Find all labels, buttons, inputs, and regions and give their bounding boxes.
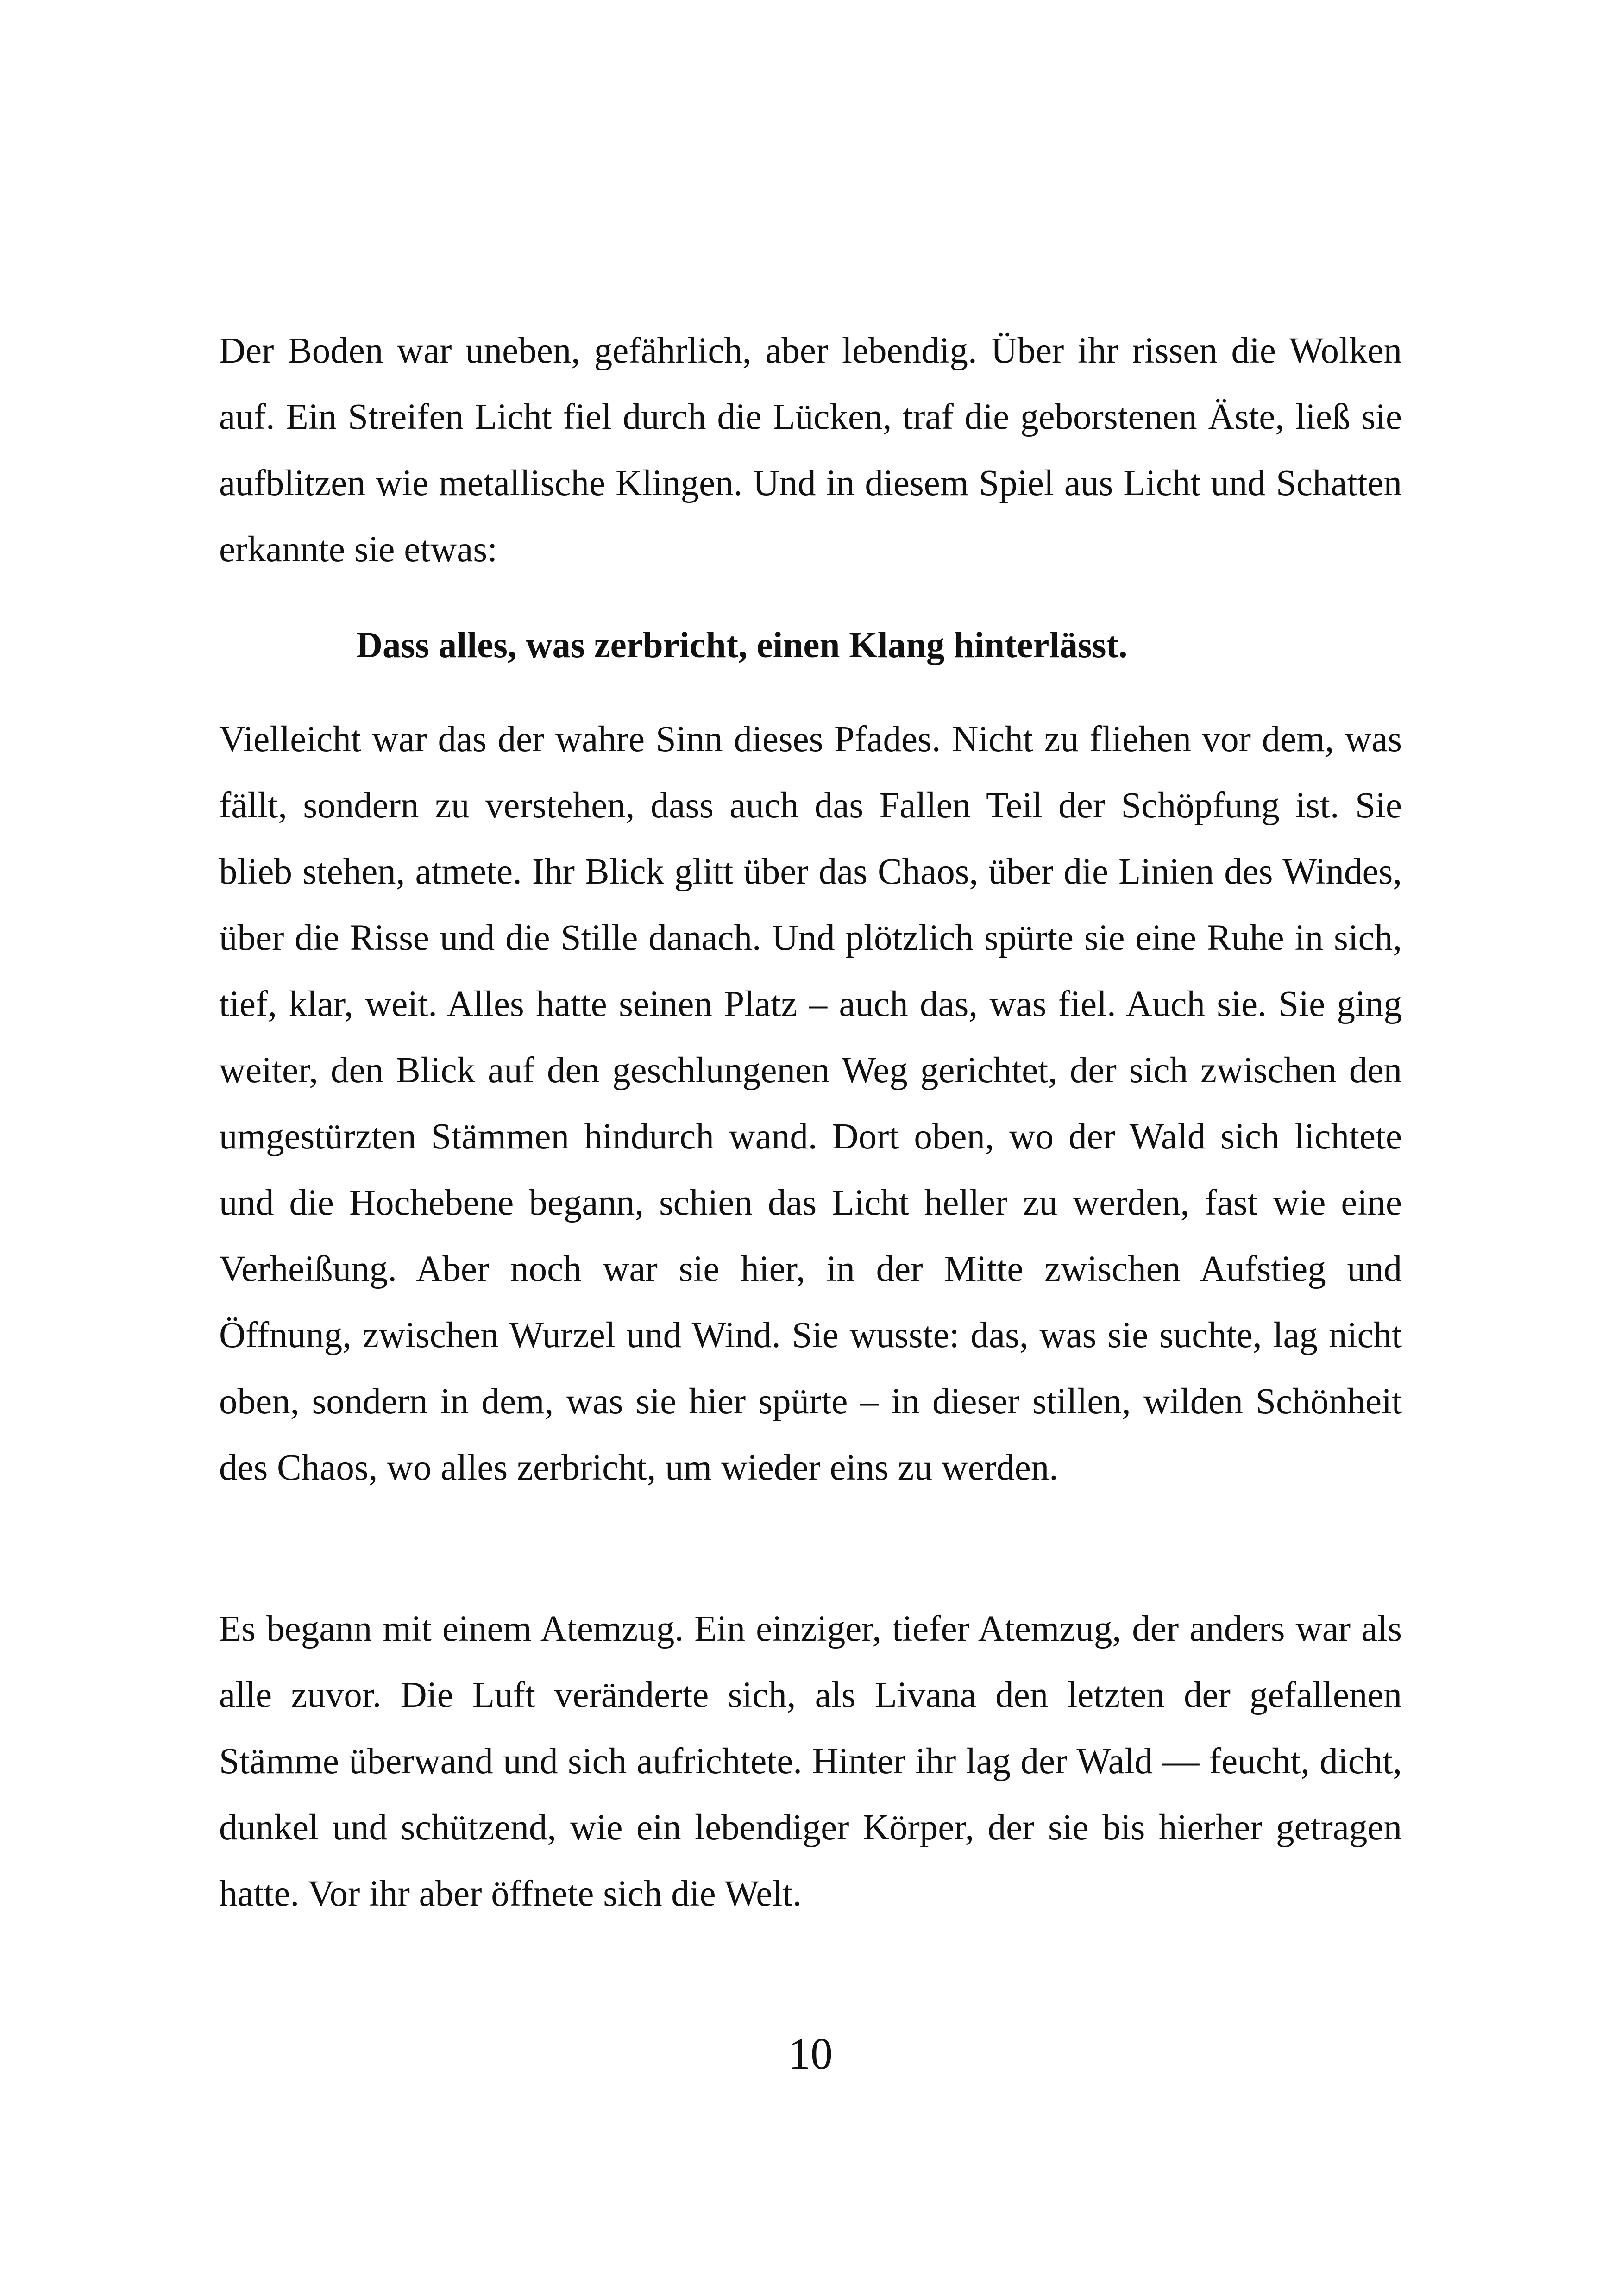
emphasized-quote: Dass alles, was zerbricht, einen Klang hinterlässt. xyxy=(356,625,1128,665)
paragraph: Vielleicht war das der wahre Sinn dieses Pfades. Nicht zu fliehen vor dem, was fällt, sondern zu verstehen, dass auch das Fallen Teil der Schöpfung ist. Sie blieb stehen, atmete. Ihr Blick glitt über das Chaos, über die Linien des Windes, über die Risse und die Stille danach. Und plötzlich spürte sie eine Ruhe in sich, tief, klar, weit. Alles hatte seinen Platz – auch das, was fiel. Auch sie. Sie ging weiter, den Blick auf den geschlungenen Weg gerichtet, der sich zwischen den umgestürzten Stämmen hindurch wand. Dort oben, wo der Wald sich lichtete und die Hochebene begann, schien das Licht heller zu werden, fast wie eine Verheißung. Aber noch war sie hier, in der Mitte zwischen Aufstieg und Öffnung, zwischen Wurzel und Wind. Sie wusste: das, was sie suchte, lag nicht oben, sondern in dem, was sie hier spürte – in dieser stillen, wilden Schönheit des Chaos, wo alles zerbricht, um wieder eins zu werden. xyxy=(219,719,1402,1488)
paragraph: Es begann mit einem Atemzug. Ein einziger, tiefer Atemzug, der anders war als alle zuvor. Die Luft veränderte sich, als Livana den letzten der gefallenen Stämme überwand und sich aufrichtete. Hinter ihr lag der Wald — feucht, dicht, dunkel und schützend, wie ein lebendiger Körper, der sie bis hierher getragen hatte. Vor ihr aber öffnete sich die Welt. xyxy=(219,1609,1402,1914)
page-number: 10 xyxy=(788,2029,833,2078)
paragraph: Der Boden war uneben, gefährlich, aber lebendig. Über ihr rissen die Wolken auf. Ein Streifen Licht fiel durch die Lücken, traf die geborstenen Äste, ließ sie aufblitzen wie metallische Klingen. Und in diesem Spiel aus Licht und Schatten erkannte sie etwas: xyxy=(219,331,1402,570)
